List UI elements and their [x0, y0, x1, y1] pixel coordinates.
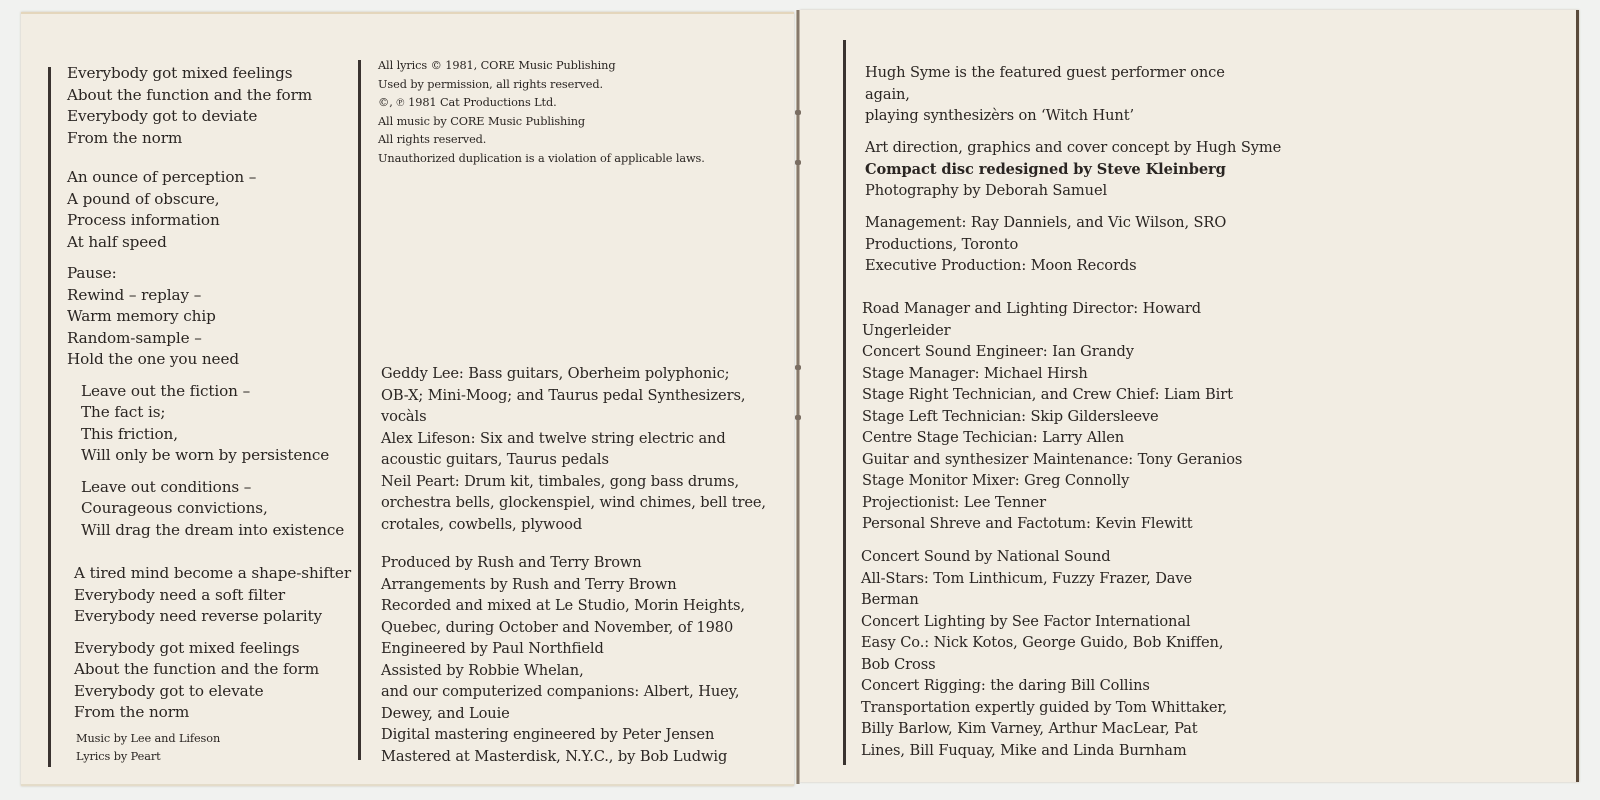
management-credits — [865, 212, 1226, 277]
concert-line: Berman — [861, 591, 919, 608]
staple — [795, 160, 801, 165]
concert-line: Billy Barlow, Kim Varney, Arthur MacLear, Pat — [861, 720, 1198, 737]
art-direction: Art direction, graphics and cover concept by Hugh Syme — [865, 139, 1282, 156]
lyric-line: The fact is; — [81, 403, 166, 421]
production-line: and our computerized companions: Albert, Huey, — [381, 683, 740, 700]
lyric-line: Everybody got to elevate — [74, 681, 264, 700]
lyric-line: Courageous convictions, — [81, 499, 268, 517]
lyrics-credit: Lyrics by Peart — [76, 750, 161, 764]
lyric-line: Everybody need a soft filter — [74, 585, 286, 604]
lyrics-stanza — [67, 63, 351, 149]
management-line: Productions, Toronto — [865, 235, 1019, 253]
lyric-line: From the norm — [74, 703, 190, 721]
crew-line: Centre Stage Techician: Larry Allen — [862, 429, 1125, 446]
guest-line: again, — [865, 85, 910, 103]
crew-line: Stage Left Technician: Skip Gildersleeve — [862, 407, 1159, 425]
lyric-line: About the function and the form — [67, 85, 313, 104]
lyrics-stanza — [67, 263, 351, 371]
lyric-line: Everybody got mixed feelings — [74, 638, 300, 657]
lyric-line: Everybody got to deviate — [67, 107, 258, 125]
management-line: Management: Ray Danniels, and Vic Wilson, SRO — [865, 214, 1227, 231]
lyric-line: Process information — [67, 211, 220, 229]
lyrics-stanza — [67, 477, 351, 542]
lyric-line: Everybody need reverse polarity — [74, 607, 322, 625]
band-line: acoustic guitars, Taurus pedals — [381, 451, 609, 468]
lyrics-stanza — [67, 381, 351, 467]
production-line: Produced by Rush and Terry Brown — [381, 554, 642, 571]
lyric-line: At half speed — [67, 232, 167, 251]
lyric-line: A pound of obscure, — [67, 189, 220, 208]
concert-line: All-Stars: Tom Linthicum, Fuzzy Frazer, Dave — [861, 569, 1193, 587]
production-line: Digital mastering engineered by Peter Jensen — [381, 726, 715, 743]
lyrics-stanza — [67, 167, 351, 253]
band-line: vocàls — [381, 408, 427, 425]
concert-line: Concert Rigging: the daring Bill Collins — [861, 677, 1150, 694]
staple — [795, 415, 801, 420]
crew-line: Ungerleider — [862, 321, 951, 339]
column-rule — [843, 40, 846, 765]
guest-line: Hugh Syme is the featured guest performer once — [865, 64, 1225, 81]
staple — [795, 110, 801, 115]
production-line: Quebec, during October and November, of 1980 — [381, 618, 734, 636]
band-line: Geddy Lee: Bass guitars, Oberheim polyphonic; — [381, 365, 730, 382]
cd-redesign: Compact disc redesigned by Steve Kleinberg — [865, 160, 1226, 178]
crew-line: Concert Sound Engineer: Ian Grandy — [862, 343, 1134, 360]
lyric-line: Will drag the dream into existence — [81, 520, 345, 539]
booklet-spine — [796, 10, 800, 784]
band-credits — [381, 363, 766, 535]
band-line: OB-X; Mini-Moog; and Taurus pedal Synthesizers, — [381, 386, 746, 404]
production-line: Mastered at Masterdisk, N.Y.C., by Bob Ludwig — [381, 747, 728, 765]
crew-line: Stage Manager: Michael Hirsh — [862, 364, 1088, 382]
lyric-line: Will only be worn by persistence — [81, 446, 330, 464]
band-line: Alex Lifeson: Six and twelve string electric and — [381, 429, 726, 447]
column-rule — [358, 60, 361, 760]
concert-line: Lines, Bill Fuquay, Mike and Linda Burnham — [861, 741, 1187, 759]
lyric-line: About the function and the form — [74, 660, 320, 678]
lyric-line: Everybody got mixed feelings — [67, 64, 293, 82]
art-credits — [865, 137, 1281, 202]
song-credits — [67, 730, 351, 767]
music-credit: Music by Lee and Lifeson — [76, 731, 221, 745]
copyright-line: ©, ℗ 1981 Cat Productions Ltd. — [378, 96, 557, 110]
lyric-line: Leave out the fiction – — [81, 381, 251, 400]
lyric-line: A tired mind become a shape-shifter — [74, 564, 351, 582]
production-credits — [381, 552, 745, 767]
lyric-line: Hold the one you need — [67, 350, 239, 368]
production-line: Assisted by Robbie Whelan, — [381, 661, 584, 679]
band-line: crotales, cowbells, plywood — [381, 515, 583, 533]
crew-credits — [862, 298, 1242, 535]
copyright-line: All lyrics © 1981, CORE Music Publishing — [378, 59, 616, 72]
production-line: Recorded and mixed at Le Studio, Morin Heights, — [381, 597, 745, 614]
lyric-line: Pause: — [67, 264, 117, 282]
guest-line: playing synthesizèrs on ‘Witch Hunt’ — [865, 107, 1134, 124]
copyright-block — [378, 57, 705, 169]
crew-line: Road Manager and Lighting Director: Howard — [862, 300, 1202, 317]
staple — [795, 365, 801, 370]
crew-line: Projectionist: Lee Tenner — [862, 493, 1046, 511]
guest-credits — [865, 62, 1225, 127]
column-rule — [48, 67, 51, 767]
concert-credits — [861, 546, 1227, 761]
lyric-line: Random-sample – — [67, 328, 202, 347]
lyric-line: Rewind – replay – — [67, 285, 202, 304]
copyright-line: All rights reserved. — [378, 133, 487, 147]
band-line: Neil Peart: Drum kit, timbales, gong bass drums, — [381, 472, 740, 490]
crew-line: Personal Shreve and Factotum: Kevin Flewitt — [862, 515, 1193, 532]
concert-line: Easy Co.: Nick Kotos, George Guido, Bob Kniffen, — [861, 634, 1224, 651]
management-line: Executive Production: Moon Records — [865, 257, 1137, 274]
crew-line: Guitar and synthesizer Maintenance: Tony Geranios — [862, 450, 1243, 468]
lyrics-stanza — [67, 638, 351, 724]
copyright-line: Unauthorized duplication is a violation of applicable laws. — [378, 151, 705, 165]
copyright-line: Used by permission, all rights reserved. — [378, 77, 603, 91]
crew-line: Stage Right Technician, and Crew Chief: Liam Birt — [862, 386, 1233, 403]
crew-line: Stage Monitor Mixer: Greg Connolly — [862, 472, 1130, 489]
lyric-line: Leave out conditions – — [81, 477, 252, 496]
production-line: Dewey, and Louie — [381, 704, 510, 722]
concert-line: Transportation expertly guided by Tom Whittaker, — [861, 698, 1228, 716]
concert-line: Concert Sound by National Sound — [861, 548, 1111, 565]
photography: Photography by Deborah Samuel — [865, 182, 1108, 199]
production-line: Engineered by Paul Northfield — [381, 640, 604, 657]
lyric-line: From the norm — [67, 128, 183, 147]
concert-line: Bob Cross — [861, 655, 936, 673]
lyric-line: An ounce of perception – — [67, 168, 257, 186]
lyrics-column — [67, 63, 351, 767]
lyrics-stanza — [67, 563, 351, 628]
lyric-line: This friction, — [81, 424, 178, 443]
copyright-line: All music by CORE Music Publishing — [378, 114, 586, 128]
concert-line: Concert Lighting by See Factor International — [861, 612, 1191, 630]
production-line: Arrangements by Rush and Terry Brown — [381, 575, 677, 593]
lyric-line: Warm memory chip — [67, 307, 216, 325]
band-line: orchestra bells, glockenspiel, wind chimes, bell tree, — [381, 494, 766, 511]
